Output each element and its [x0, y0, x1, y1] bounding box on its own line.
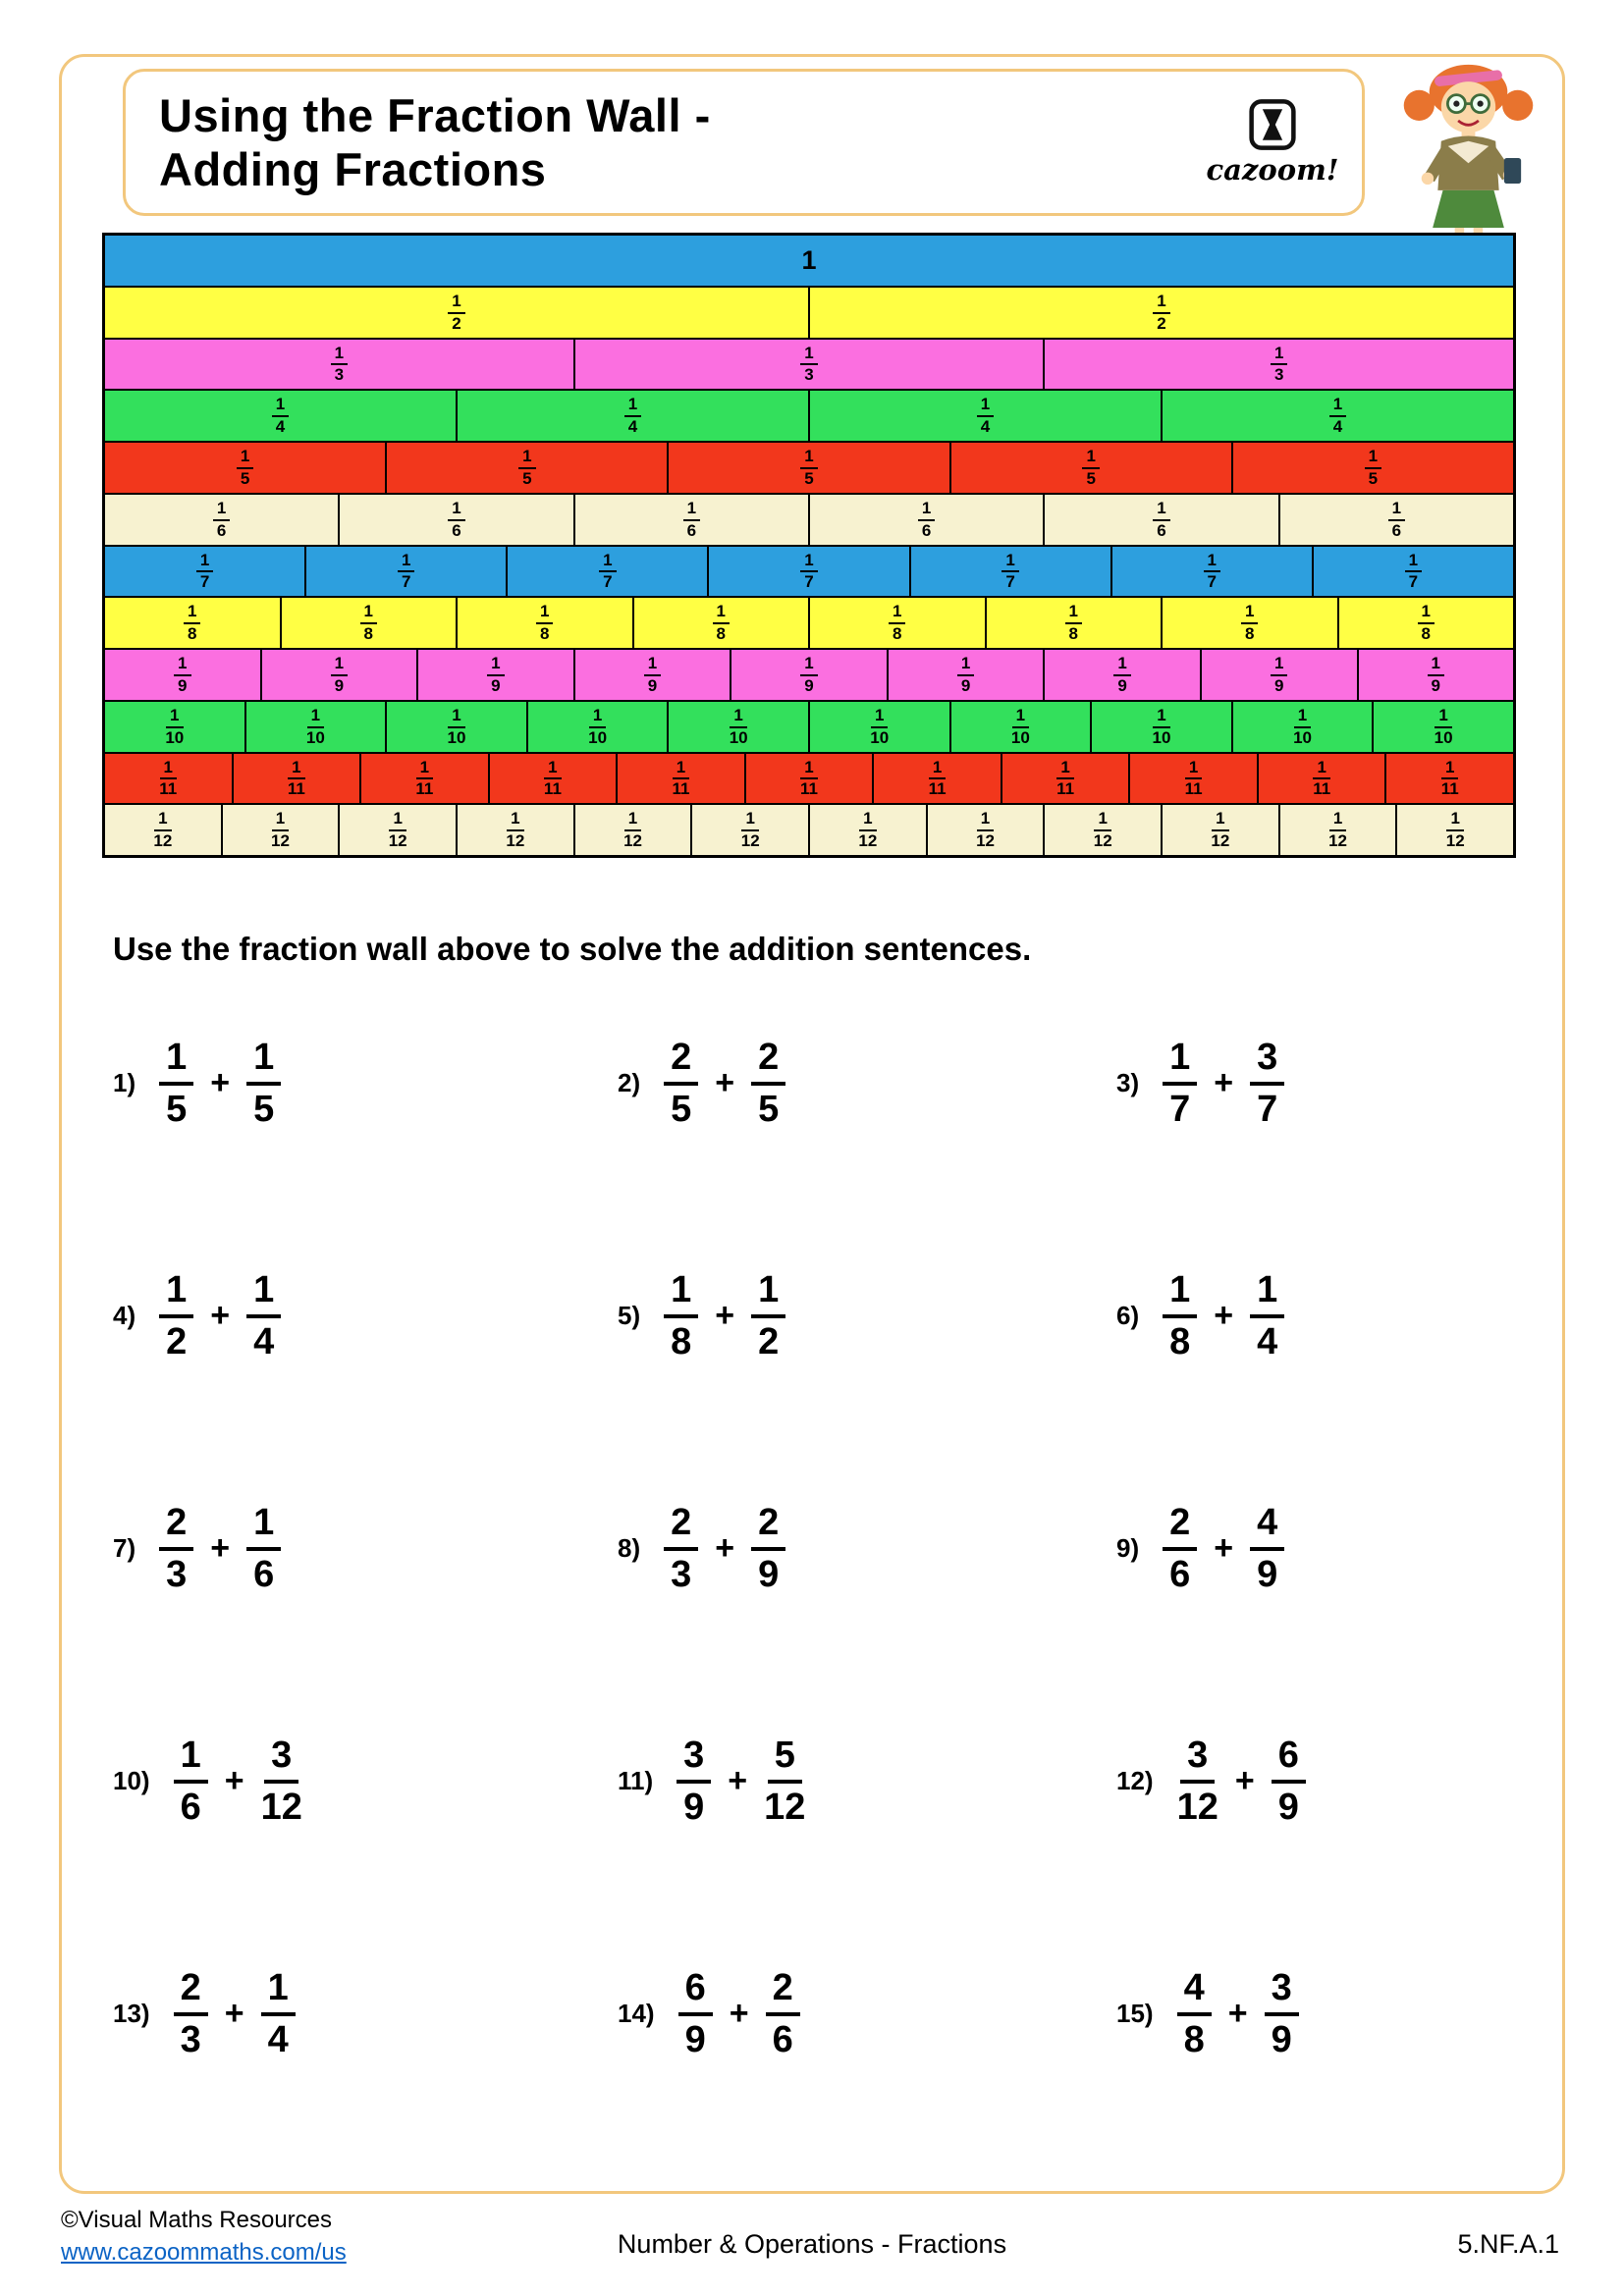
- wall-fraction-label: 1 2: [1153, 293, 1169, 333]
- problem-number: 4): [113, 1301, 136, 1330]
- wall-fraction-label: 1 12: [153, 809, 173, 851]
- wall-cell-ninths-3: [416, 650, 573, 700]
- title-line-2: Adding Fractions: [159, 143, 547, 195]
- wall-cell-sixths-5: [1043, 495, 1277, 545]
- problem-3: [1116, 1039, 1566, 1128]
- plus-sign: +: [210, 1297, 231, 1334]
- wall-cell-tenths-1: [105, 702, 244, 752]
- wall-row-fourths: [105, 389, 1513, 441]
- wall-cell-eighths-2: [280, 598, 457, 648]
- plus-sign: +: [210, 1064, 231, 1101]
- fraction-addend-2: $\frac{6}{9}$: [1272, 1736, 1306, 1826]
- plus-sign: +: [224, 1995, 244, 2032]
- wall-cell-tenths-9: [1231, 702, 1373, 752]
- footer-topic: Number & Operations - Fractions: [617, 2229, 1007, 2259]
- wall-fraction-label: 1 10: [447, 705, 466, 747]
- cazoom-logo-text: cazoom!: [1206, 153, 1339, 187]
- wall-fraction-label: 1 5: [1365, 448, 1381, 488]
- standard-code: 5.NF.A.1: [1457, 2229, 1559, 2259]
- plus-sign: +: [1234, 1762, 1255, 1799]
- problem-13: [113, 1969, 618, 2058]
- wall-cell-twelfths-6: [690, 805, 808, 855]
- wall-fraction-label: 1 12: [388, 809, 407, 851]
- problem-6: [1116, 1271, 1566, 1361]
- wall-cell-eighths-1: [105, 598, 280, 648]
- problem-2: [618, 1039, 1116, 1128]
- wall-cell-elevenths-6: [744, 754, 873, 804]
- fraction-addend-2: $\frac{2}{6}$: [766, 1969, 800, 2058]
- problem-15: [1116, 1969, 1566, 2058]
- fraction-addend-2: $\frac{2}{5}$: [751, 1039, 785, 1128]
- problem-8: [618, 1504, 1116, 1593]
- wall-cell-fourths-2: [456, 391, 808, 441]
- wall-fraction-label: 1 9: [487, 655, 504, 695]
- wall-cell-ninths-7: [1043, 650, 1200, 700]
- wall-fraction-label: 1 10: [870, 705, 890, 747]
- wall-fraction-label: 1 11: [1313, 757, 1331, 799]
- wall-fraction-label: 1 12: [271, 809, 290, 851]
- wall-cell-fifths-3: [667, 443, 948, 493]
- wall-fraction-label: 1 9: [644, 655, 661, 695]
- wall-cell-twelfths-5: [573, 805, 691, 855]
- title-line-1: Using the Fraction Wall -: [159, 88, 711, 141]
- wall-row-sixths: [105, 493, 1513, 545]
- wall-fraction-label: 1 12: [1211, 809, 1230, 851]
- wall-fraction-label: 1 9: [1271, 655, 1287, 695]
- wall-cell-tenths-10: [1372, 702, 1513, 752]
- wall-fraction-label: 1 4: [1329, 396, 1346, 436]
- wall-fraction-label: 1 4: [272, 396, 289, 436]
- problem-number: 11): [618, 1766, 654, 1795]
- wall-fraction-label: 1 2: [448, 293, 464, 333]
- wall-fraction-label: 1 12: [858, 809, 878, 851]
- fraction-addend-1: 6 9: [678, 1969, 713, 2058]
- problem-number: 2): [618, 1068, 641, 1097]
- wall-fraction-label: 1 5: [237, 448, 253, 488]
- wall-cell-fifths-1: [105, 443, 385, 493]
- wall-fraction-label: 1 12: [740, 809, 760, 851]
- wall-fraction-label: 1 4: [977, 396, 994, 436]
- wall-row-elevenths: [105, 752, 1513, 804]
- wall-cell-sixths-2: [338, 495, 572, 545]
- wall-fraction-label: 1 11: [159, 757, 178, 799]
- wall-cell-twelfths-7: [808, 805, 926, 855]
- wall-fraction-label: 1 10: [1434, 705, 1453, 747]
- fraction-addend-2: $\frac{1}{2}$: [751, 1271, 785, 1361]
- wall-cell-ninths-2: [260, 650, 417, 700]
- wall-fraction-label: 1 3: [800, 345, 817, 385]
- website-link[interactable]: www.cazoommaths.com/us: [61, 2239, 347, 2267]
- wall-fraction-label: 1 8: [360, 603, 377, 643]
- wall-cell-eighths-5: [808, 598, 985, 648]
- fraction-addend-1: 2 3: [159, 1504, 193, 1593]
- wall-row-tenths: [105, 700, 1513, 752]
- problem-number: 8): [618, 1533, 641, 1563]
- wall-fraction-label: 1 12: [1445, 809, 1465, 851]
- wall-cell-tenths-2: [244, 702, 386, 752]
- problem-number: 5): [618, 1301, 641, 1330]
- fraction-addend-2: $\frac{1}{4}$: [261, 1969, 296, 2058]
- wall-row-fifths: [105, 441, 1513, 493]
- wall-cell-eighths-7: [1161, 598, 1337, 648]
- wall-cell-halves-2: [808, 288, 1513, 338]
- wall-cell-sixths-6: [1278, 495, 1513, 545]
- wall-cell-ninths-4: [573, 650, 731, 700]
- wall-fraction-label: 1 11: [1056, 757, 1075, 799]
- problem-10: [113, 1736, 618, 1826]
- wall-fraction-label: 1 11: [800, 757, 818, 799]
- wall-row-halves: [105, 286, 1513, 338]
- wall-cell-ninths-9: [1357, 650, 1514, 700]
- wall-fraction-label: 1 10: [305, 705, 325, 747]
- wall-cell-ninths-5: [730, 650, 887, 700]
- copyright-text: ©Visual Maths Resources: [61, 2207, 333, 2233]
- wall-fraction-label: 1 9: [174, 655, 190, 695]
- fraction-addend-1: 1 8: [1163, 1271, 1197, 1361]
- wall-fraction-label: 1 6: [683, 500, 700, 540]
- wall-cell-sevenths-4: [707, 547, 908, 597]
- wall-cell-eighths-3: [456, 598, 632, 648]
- wall-cell-twelfths-2: [221, 805, 339, 855]
- wall-cell-elevenths-2: [232, 754, 360, 804]
- wall-cell-thirds-2: [573, 340, 1044, 390]
- plus-sign: +: [1214, 1064, 1234, 1101]
- wall-fraction-label: 1 7: [398, 552, 414, 592]
- wall-fraction-label: 1 10: [588, 705, 608, 747]
- wall-cell-sevenths-2: [304, 547, 506, 597]
- wall-cell-elevenths-1: [105, 754, 232, 804]
- wall-cell-fifths-5: [1231, 443, 1513, 493]
- wall-cell-ninths-8: [1200, 650, 1357, 700]
- fraction-addend-2: $\frac{1}{6}$: [246, 1504, 281, 1593]
- fraction-addend-1: 1 6: [174, 1736, 208, 1826]
- wall-row-thirds: [105, 338, 1513, 390]
- wall-fraction-label: 1 11: [1440, 757, 1459, 799]
- wall-fraction-label: 1 12: [506, 809, 525, 851]
- fraction-wall: [102, 233, 1516, 858]
- wall-fraction-label: 1 9: [1113, 655, 1130, 695]
- wall-cell-whole-1: [105, 236, 1513, 286]
- plus-sign: +: [1214, 1529, 1234, 1567]
- fraction-addend-2: $\frac{1}{5}$: [246, 1039, 281, 1128]
- wall-fraction-label: 1 5: [518, 448, 535, 488]
- wall-cell-sixths-4: [808, 495, 1043, 545]
- fraction-addend-2: $\frac{4}{9}$: [1250, 1504, 1284, 1593]
- problem-14: [618, 1969, 1116, 2058]
- wall-cell-sevenths-7: [1312, 547, 1513, 597]
- problem-5: [618, 1271, 1116, 1361]
- wall-fraction-label: 1 6: [918, 500, 935, 540]
- wall-fraction-label: 1 8: [1241, 603, 1258, 643]
- fraction-addend-2: $\frac{3}{12}$: [260, 1735, 302, 1828]
- wall-fraction-label: 1 7: [1204, 552, 1220, 592]
- wall-row-whole: [105, 236, 1513, 286]
- wall-cell-eighths-6: [985, 598, 1162, 648]
- wall-cell-elevenths-3: [359, 754, 488, 804]
- wall-row-sevenths: [105, 545, 1513, 597]
- wall-fraction-label: 1 6: [213, 500, 230, 540]
- plus-sign: +: [1214, 1297, 1234, 1334]
- wall-fraction-label: 1 9: [957, 655, 974, 695]
- wall-cell-elevenths-7: [872, 754, 1001, 804]
- problem-number: 7): [113, 1533, 136, 1563]
- wall-cell-twelfths-9: [1043, 805, 1161, 855]
- wall-fraction-label: 1 11: [672, 757, 690, 799]
- problem-number: 13): [113, 1999, 150, 2028]
- wall-cell-ninths-1: [105, 650, 260, 700]
- wall-cell-elevenths-5: [616, 754, 744, 804]
- wall-cell-thirds-3: [1043, 340, 1513, 390]
- wall-fraction-label: 1 11: [1184, 757, 1203, 799]
- wall-row-ninths: [105, 648, 1513, 700]
- wall-cell-fifths-2: [385, 443, 667, 493]
- wall-fraction-label: 1 7: [196, 552, 213, 592]
- wall-fraction-label: 1 5: [1082, 448, 1099, 488]
- wall-cell-twelfths-11: [1278, 805, 1396, 855]
- wall-fraction-label: 1 10: [1293, 705, 1312, 747]
- problem-number: 6): [1116, 1301, 1140, 1330]
- problem-number: 10): [113, 1766, 150, 1795]
- wall-fraction-label: 1 6: [1153, 500, 1169, 540]
- fraction-addend-1: 1 7: [1163, 1039, 1197, 1128]
- wall-fraction-label: 1 10: [165, 705, 185, 747]
- wall-cell-twelfths-4: [456, 805, 573, 855]
- wall-fraction-label: 1 7: [1405, 552, 1422, 592]
- instructions-text: Use the fraction wall above to solve the addition sentences.: [113, 931, 1032, 967]
- hourglass-logo-icon: [1248, 98, 1297, 151]
- plus-sign: +: [728, 1762, 748, 1799]
- wall-cell-sixths-1: [105, 495, 338, 545]
- problem-number: 12): [1116, 1766, 1154, 1795]
- wall-cell-fifths-4: [949, 443, 1231, 493]
- wall-cell-fourths-4: [1161, 391, 1513, 441]
- wall-fraction-label: 1 12: [1093, 809, 1112, 851]
- wall-fraction-label: 1 9: [331, 655, 348, 695]
- wall-fraction-label: 1 9: [800, 655, 817, 695]
- wall-cell-tenths-5: [667, 702, 808, 752]
- problem-1: [113, 1039, 618, 1128]
- wall-fraction-label: 1 3: [331, 345, 348, 385]
- wall-fraction-label: 1 4: [624, 396, 641, 436]
- wall-cell-elevenths-8: [1001, 754, 1129, 804]
- fraction-addend-2: $\frac{1}{4}$: [246, 1271, 281, 1361]
- wall-fraction-label: 1 7: [800, 552, 817, 592]
- fraction-addend-1: 3 12: [1176, 1735, 1218, 1828]
- wall-cell-ninths-6: [887, 650, 1044, 700]
- wall-fraction-label: 1 6: [1388, 500, 1405, 540]
- wall-cell-sevenths-3: [506, 547, 707, 597]
- wall-cell-twelfths-10: [1161, 805, 1278, 855]
- wall-fraction-label: 1 8: [536, 603, 553, 643]
- fraction-addend-1: 4 8: [1177, 1969, 1212, 2058]
- wall-fraction-label: 1 12: [623, 809, 642, 851]
- problem-number: 1): [113, 1068, 136, 1097]
- wall-fraction-label: 1 10: [1152, 705, 1171, 747]
- wall-row-twelfths: [105, 803, 1513, 855]
- problem-9: [1116, 1504, 1566, 1593]
- wall-cell-sevenths-5: [909, 547, 1110, 597]
- fraction-addend-1: 3 9: [677, 1736, 711, 1826]
- wall-cell-sevenths-1: [105, 547, 304, 597]
- problem-11: [618, 1736, 1116, 1826]
- wall-cell-tenths-4: [526, 702, 668, 752]
- problem-number: 9): [1116, 1533, 1140, 1563]
- plus-sign: +: [729, 1995, 749, 2032]
- wall-fraction-label: 1 7: [1001, 552, 1018, 592]
- fraction-addend-1: 2 3: [664, 1504, 698, 1593]
- footer-left: [61, 2204, 347, 2269]
- wall-fraction-label: 1 11: [543, 757, 562, 799]
- wall-cell-thirds-1: [105, 340, 573, 390]
- cazoom-logo: [1206, 98, 1339, 187]
- wall-cell-tenths-6: [808, 702, 949, 752]
- problem-4: [113, 1271, 618, 1361]
- problem-number: 3): [1116, 1068, 1140, 1097]
- wall-fraction-label: 1 7: [599, 552, 616, 592]
- fraction-addend-2: $\frac{3}{9}$: [1265, 1969, 1299, 2058]
- wall-cell-tenths-3: [385, 702, 526, 752]
- fraction-addend-2: $\frac{3}{7}$: [1250, 1039, 1284, 1128]
- wall-cell-fourths-3: [808, 391, 1161, 441]
- fraction-addend-1: 2 5: [664, 1039, 698, 1128]
- wall-fraction-label: 1 11: [415, 757, 434, 799]
- wall-fraction-label: 1 11: [287, 757, 305, 799]
- wall-cell-twelfths-12: [1395, 805, 1513, 855]
- fraction-addend-2: $\frac{2}{9}$: [751, 1504, 785, 1593]
- wall-fraction-label: 1 3: [1271, 345, 1287, 385]
- plus-sign: +: [715, 1064, 735, 1101]
- wall-fraction-label: 1 8: [713, 603, 730, 643]
- problem-12: [1116, 1736, 1566, 1826]
- wall-cell-elevenths-11: [1384, 754, 1513, 804]
- wall-cell-tenths-7: [949, 702, 1091, 752]
- wall-cell-twelfths-8: [926, 805, 1044, 855]
- problem-number: 14): [618, 1999, 655, 2028]
- wall-cell-sevenths-6: [1110, 547, 1312, 597]
- wall-cell-eighths-4: [632, 598, 809, 648]
- wall-fraction-label: 1 8: [1065, 603, 1082, 643]
- fraction-addend-2: $\frac{5}{12}$: [764, 1735, 806, 1828]
- wall-fraction-label: 1 11: [928, 757, 947, 799]
- wall-fraction-label: 1 12: [976, 809, 995, 851]
- problem-number: 15): [1116, 1999, 1154, 2028]
- plus-sign: +: [715, 1529, 735, 1567]
- plus-sign: +: [1227, 1995, 1248, 2032]
- wall-cell-twelfths-3: [338, 805, 456, 855]
- wall-cell-tenths-8: [1090, 702, 1231, 752]
- wall-cell-eighths-8: [1337, 598, 1514, 648]
- wall-row-eighths: [105, 596, 1513, 648]
- fraction-addend-2: $\frac{1}{4}$: [1250, 1271, 1284, 1361]
- page-footer: [61, 2204, 1563, 2282]
- wall-cell-elevenths-4: [488, 754, 617, 804]
- plus-sign: +: [715, 1297, 735, 1334]
- wall-cell-fourths-1: [105, 391, 456, 441]
- fraction-addend-1: 2 6: [1163, 1504, 1197, 1593]
- wall-cell-elevenths-10: [1257, 754, 1385, 804]
- wall-fraction-label: 1 9: [1428, 655, 1444, 695]
- wall-cell-elevenths-9: [1128, 754, 1257, 804]
- wall-cell-halves-1: [105, 288, 808, 338]
- wall-fraction-label: 1 12: [1328, 809, 1348, 851]
- wall-fraction-label: 1 10: [729, 705, 748, 747]
- wall-fraction-label: 1 8: [184, 603, 200, 643]
- fraction-addend-1: 1 5: [159, 1039, 193, 1128]
- wall-cell-sixths-3: [573, 495, 808, 545]
- fraction-addend-1: 2 3: [174, 1969, 208, 2058]
- wall-cell-twelfths-1: [105, 805, 221, 855]
- wall-fraction-label: 1 10: [1010, 705, 1030, 747]
- problems-grid: [113, 967, 1566, 2130]
- wall-whole-label: 1: [801, 244, 817, 275]
- problem-7: [113, 1504, 618, 1593]
- fraction-addend-1: 1 8: [664, 1271, 698, 1361]
- wall-fraction-label: 1 8: [889, 603, 905, 643]
- worksheet-title: [159, 88, 711, 197]
- fraction-addend-1: 1 2: [159, 1271, 193, 1361]
- wall-fraction-label: 1 8: [1418, 603, 1435, 643]
- plus-sign: +: [210, 1529, 231, 1567]
- plus-sign: +: [224, 1762, 244, 1799]
- wall-fraction-label: 1 5: [800, 448, 817, 488]
- wall-fraction-label: 1 6: [448, 500, 464, 540]
- title-box: [123, 69, 1365, 216]
